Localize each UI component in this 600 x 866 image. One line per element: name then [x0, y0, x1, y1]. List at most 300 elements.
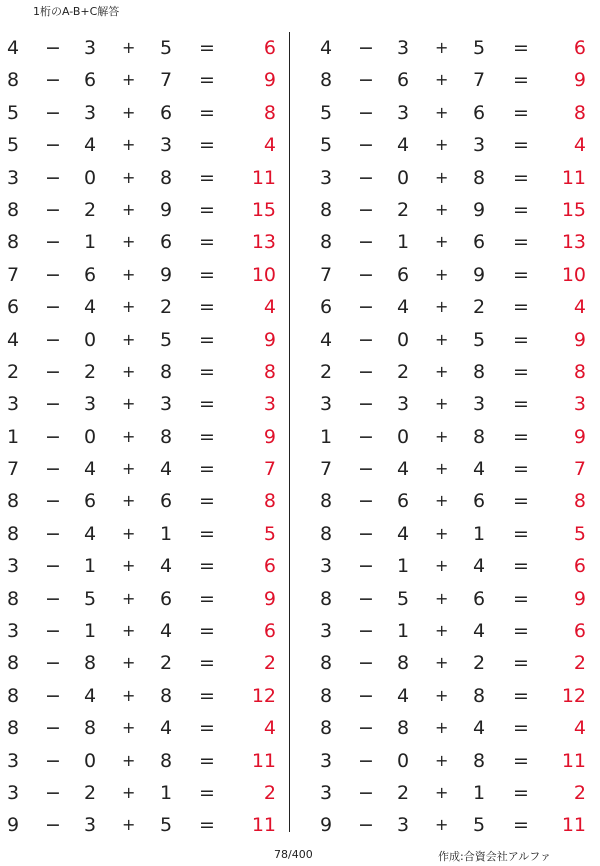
- operand-a: 8: [7, 684, 20, 707]
- answer: 11: [561, 814, 586, 837]
- equals-sign: =: [513, 69, 529, 92]
- operand-a: 8: [320, 684, 333, 707]
- plus-sign: +: [435, 523, 449, 543]
- operand-a: 3: [320, 555, 333, 578]
- answer: 11: [251, 814, 276, 837]
- minus-sign: −: [45, 620, 61, 643]
- operand-a: 8: [320, 198, 333, 221]
- plus-sign: +: [122, 750, 136, 770]
- operand-b: 2: [84, 360, 97, 383]
- answer: 2: [263, 652, 276, 675]
- minus-sign: −: [358, 425, 374, 448]
- operand-c: 8: [160, 166, 173, 189]
- plus-sign: +: [122, 782, 136, 802]
- answer: 4: [263, 134, 276, 157]
- answer: 5: [573, 522, 586, 545]
- page-number: 78/400: [274, 848, 313, 861]
- operand-c: 8: [473, 684, 486, 707]
- operand-c: 7: [473, 69, 486, 92]
- plus-sign: +: [122, 38, 136, 57]
- operand-a: 8: [320, 717, 333, 740]
- operand-b: 3: [397, 393, 410, 416]
- operand-c: 4: [160, 620, 173, 643]
- operand-b: 0: [84, 425, 97, 448]
- answer: 4: [573, 296, 586, 319]
- operand-a: 2: [7, 360, 20, 383]
- operand-a: 3: [7, 555, 20, 578]
- minus-sign: −: [45, 749, 61, 772]
- operand-b: 4: [84, 296, 97, 319]
- equals-sign: =: [513, 814, 529, 837]
- minus-sign: −: [358, 522, 374, 545]
- equals-sign: =: [199, 101, 215, 124]
- plus-sign: +: [122, 264, 136, 284]
- plus-sign: +: [435, 621, 449, 641]
- operand-a: 8: [320, 490, 333, 513]
- operand-c: 6: [473, 490, 486, 513]
- minus-sign: −: [358, 749, 374, 772]
- plus-sign: +: [435, 588, 449, 608]
- answer: 2: [573, 781, 586, 804]
- equals-sign: =: [513, 620, 529, 643]
- operand-c: 9: [473, 263, 486, 286]
- operand-b: 3: [397, 814, 410, 837]
- operand-c: 2: [473, 296, 486, 319]
- minus-sign: −: [45, 166, 61, 189]
- plus-sign: +: [435, 750, 449, 770]
- answer: 2: [573, 652, 586, 675]
- answer: 7: [573, 458, 586, 481]
- minus-sign: −: [45, 425, 61, 448]
- equals-sign: =: [199, 425, 215, 448]
- operand-b: 2: [397, 360, 410, 383]
- operand-c: 8: [160, 684, 173, 707]
- operand-c: 7: [160, 69, 173, 92]
- plus-sign: +: [122, 167, 136, 187]
- operand-c: 4: [160, 717, 173, 740]
- operand-a: 3: [7, 620, 20, 643]
- operand-b: 8: [397, 652, 410, 675]
- plus-sign: +: [122, 102, 136, 122]
- operand-b: 6: [397, 490, 410, 513]
- operand-a: 5: [7, 101, 20, 124]
- minus-sign: −: [358, 684, 374, 707]
- equals-sign: =: [199, 296, 215, 319]
- minus-sign: −: [358, 458, 374, 481]
- plus-sign: +: [435, 38, 449, 57]
- operand-b: 1: [397, 555, 410, 578]
- equals-sign: =: [199, 652, 215, 675]
- plus-sign: +: [122, 523, 136, 543]
- minus-sign: −: [45, 522, 61, 545]
- answer: 9: [263, 587, 276, 610]
- plus-sign: +: [435, 426, 449, 446]
- equals-sign: =: [513, 587, 529, 610]
- operand-a: 7: [320, 263, 333, 286]
- answer: 6: [573, 620, 586, 643]
- operand-c: 1: [160, 522, 173, 545]
- plus-sign: +: [122, 621, 136, 641]
- operand-c: 9: [160, 198, 173, 221]
- operand-b: 5: [397, 587, 410, 610]
- operand-b: 0: [397, 425, 410, 448]
- equals-sign: =: [513, 101, 529, 124]
- operand-b: 0: [397, 166, 410, 189]
- answer: 5: [263, 522, 276, 545]
- answer: 10: [561, 263, 586, 286]
- answer: 7: [263, 458, 276, 481]
- operand-a: 8: [320, 231, 333, 254]
- plus-sign: +: [435, 556, 449, 576]
- answer: 8: [573, 360, 586, 383]
- operand-b: 2: [397, 781, 410, 804]
- operand-a: 8: [320, 587, 333, 610]
- answer: 12: [561, 684, 586, 707]
- operand-a: 4: [320, 37, 333, 59]
- operand-a: 1: [7, 425, 20, 448]
- plus-sign: +: [122, 426, 136, 446]
- plus-sign: +: [435, 264, 449, 284]
- minus-sign: −: [358, 490, 374, 513]
- minus-sign: −: [358, 781, 374, 804]
- operand-a: 5: [320, 101, 333, 124]
- operand-b: 3: [84, 393, 97, 416]
- operand-c: 4: [160, 555, 173, 578]
- operand-a: 7: [320, 458, 333, 481]
- operand-b: 8: [84, 717, 97, 740]
- minus-sign: −: [45, 555, 61, 578]
- plus-sign: +: [435, 135, 449, 155]
- equals-sign: =: [199, 198, 215, 221]
- answer: 15: [251, 198, 276, 221]
- operand-c: 3: [473, 134, 486, 157]
- plus-sign: +: [122, 815, 136, 835]
- minus-sign: −: [358, 360, 374, 383]
- operand-a: 3: [320, 749, 333, 772]
- equals-sign: =: [199, 458, 215, 481]
- operand-b: 4: [84, 458, 97, 481]
- operand-a: 6: [320, 296, 333, 319]
- minus-sign: −: [45, 587, 61, 610]
- operand-a: 3: [7, 393, 20, 416]
- operand-b: 4: [397, 458, 410, 481]
- operand-c: 4: [160, 458, 173, 481]
- minus-sign: −: [45, 458, 61, 481]
- operand-c: 8: [160, 749, 173, 772]
- answer: 11: [561, 166, 586, 189]
- operand-c: 8: [473, 360, 486, 383]
- operand-a: 8: [320, 69, 333, 92]
- operand-a: 3: [7, 749, 20, 772]
- plus-sign: +: [435, 199, 449, 219]
- plus-sign: +: [122, 556, 136, 576]
- operand-a: 4: [320, 328, 333, 351]
- operand-b: 4: [84, 684, 97, 707]
- equals-sign: =: [513, 522, 529, 545]
- operand-a: 3: [7, 166, 20, 189]
- operand-c: 3: [473, 393, 486, 416]
- plus-sign: +: [122, 459, 136, 479]
- operand-c: 2: [160, 652, 173, 675]
- equals-sign: =: [199, 393, 215, 416]
- minus-sign: −: [358, 296, 374, 319]
- answer: 12: [251, 684, 276, 707]
- equals-sign: =: [513, 652, 529, 675]
- plus-sign: +: [435, 653, 449, 673]
- operand-b: 4: [397, 296, 410, 319]
- plus-sign: +: [435, 167, 449, 187]
- operand-b: 6: [84, 263, 97, 286]
- minus-sign: −: [45, 360, 61, 383]
- operand-b: 4: [84, 134, 97, 157]
- operand-c: 6: [160, 587, 173, 610]
- equals-sign: =: [199, 490, 215, 513]
- equals-sign: =: [513, 231, 529, 254]
- minus-sign: −: [358, 328, 374, 351]
- operand-a: 7: [7, 458, 20, 481]
- operand-a: 9: [320, 814, 333, 837]
- operand-b: 8: [397, 717, 410, 740]
- equals-sign: =: [513, 360, 529, 383]
- minus-sign: −: [45, 37, 61, 59]
- equals-sign: =: [513, 37, 529, 59]
- answer: 6: [263, 620, 276, 643]
- answer: 6: [263, 555, 276, 578]
- operand-b: 4: [397, 134, 410, 157]
- minus-sign: −: [358, 134, 374, 157]
- answer: 8: [573, 490, 586, 513]
- answer: 4: [263, 296, 276, 319]
- answer: 4: [573, 717, 586, 740]
- answer: 9: [263, 69, 276, 92]
- minus-sign: −: [45, 781, 61, 804]
- plus-sign: +: [122, 199, 136, 219]
- answer: 9: [573, 328, 586, 351]
- plus-sign: +: [435, 459, 449, 479]
- operand-b: 3: [84, 101, 97, 124]
- answer: 3: [573, 393, 586, 416]
- minus-sign: −: [358, 37, 374, 59]
- equals-sign: =: [199, 814, 215, 837]
- plus-sign: +: [122, 588, 136, 608]
- operand-c: 8: [160, 360, 173, 383]
- equals-sign: =: [199, 749, 215, 772]
- operand-c: 8: [160, 425, 173, 448]
- answer: 6: [573, 555, 586, 578]
- operand-a: 3: [320, 393, 333, 416]
- plus-sign: +: [435, 718, 449, 738]
- answer: 8: [573, 101, 586, 124]
- equals-sign: =: [513, 555, 529, 578]
- operand-b: 3: [84, 37, 97, 59]
- minus-sign: −: [45, 231, 61, 254]
- operand-c: 6: [160, 490, 173, 513]
- operand-b: 2: [84, 198, 97, 221]
- equals-sign: =: [199, 263, 215, 286]
- answer: 11: [251, 166, 276, 189]
- plus-sign: +: [122, 491, 136, 511]
- operand-a: 3: [320, 781, 333, 804]
- equals-sign: =: [199, 781, 215, 804]
- answer: 6: [263, 37, 276, 59]
- operand-a: 3: [320, 620, 333, 643]
- minus-sign: −: [358, 69, 374, 92]
- column-divider: [289, 32, 290, 832]
- operand-b: 8: [84, 652, 97, 675]
- operand-a: 8: [320, 652, 333, 675]
- operand-c: 4: [473, 620, 486, 643]
- answer: 9: [573, 69, 586, 92]
- equals-sign: =: [513, 393, 529, 416]
- operand-b: 4: [397, 522, 410, 545]
- operand-c: 6: [473, 101, 486, 124]
- plus-sign: +: [122, 297, 136, 317]
- operand-a: 1: [320, 425, 333, 448]
- minus-sign: −: [358, 814, 374, 837]
- minus-sign: −: [358, 587, 374, 610]
- operand-a: 3: [320, 166, 333, 189]
- answer: 11: [561, 749, 586, 772]
- answer: 2: [263, 781, 276, 804]
- operand-c: 4: [473, 717, 486, 740]
- plus-sign: +: [122, 653, 136, 673]
- minus-sign: −: [45, 393, 61, 416]
- equals-sign: =: [199, 717, 215, 740]
- operand-c: 8: [473, 425, 486, 448]
- equals-sign: =: [199, 328, 215, 351]
- operand-b: 1: [397, 231, 410, 254]
- equals-sign: =: [513, 134, 529, 157]
- equals-sign: =: [513, 425, 529, 448]
- operand-b: 1: [397, 620, 410, 643]
- operand-b: 6: [84, 490, 97, 513]
- operand-a: 8: [7, 717, 20, 740]
- operand-b: 0: [397, 328, 410, 351]
- equals-sign: =: [199, 555, 215, 578]
- minus-sign: −: [45, 198, 61, 221]
- operand-c: 1: [160, 781, 173, 804]
- answer: 9: [573, 587, 586, 610]
- minus-sign: −: [45, 101, 61, 124]
- equals-sign: =: [199, 166, 215, 189]
- operand-a: 8: [7, 69, 20, 92]
- operand-b: 4: [397, 684, 410, 707]
- plus-sign: +: [435, 70, 449, 90]
- plus-sign: +: [122, 685, 136, 705]
- answer: 10: [251, 263, 276, 286]
- operand-a: 8: [7, 652, 20, 675]
- answer: 15: [561, 198, 586, 221]
- operand-a: 3: [7, 781, 20, 804]
- operand-a: 7: [7, 263, 20, 286]
- equals-sign: =: [513, 198, 529, 221]
- answer: 8: [263, 101, 276, 124]
- plus-sign: +: [435, 361, 449, 381]
- operand-b: 2: [397, 198, 410, 221]
- operand-b: 5: [84, 587, 97, 610]
- answer: 13: [561, 231, 586, 254]
- operand-c: 4: [473, 555, 486, 578]
- equals-sign: =: [513, 296, 529, 319]
- operand-a: 5: [7, 134, 20, 157]
- equals-sign: =: [513, 717, 529, 740]
- equals-sign: =: [513, 749, 529, 772]
- operand-c: 5: [160, 37, 173, 59]
- equals-sign: =: [199, 69, 215, 92]
- operand-b: 3: [84, 814, 97, 837]
- minus-sign: −: [45, 134, 61, 157]
- operand-b: 6: [84, 69, 97, 92]
- plus-sign: +: [122, 394, 136, 414]
- plus-sign: +: [435, 782, 449, 802]
- operand-b: 4: [84, 522, 97, 545]
- operand-a: 8: [7, 522, 20, 545]
- minus-sign: −: [45, 652, 61, 675]
- operand-c: 3: [160, 393, 173, 416]
- operand-c: 6: [160, 101, 173, 124]
- plus-sign: +: [435, 685, 449, 705]
- plus-sign: +: [122, 361, 136, 381]
- operand-a: 2: [320, 360, 333, 383]
- equals-sign: =: [199, 522, 215, 545]
- operand-b: 3: [397, 37, 410, 59]
- operand-a: 8: [7, 231, 20, 254]
- equals-sign: =: [199, 587, 215, 610]
- operand-c: 5: [160, 328, 173, 351]
- plus-sign: +: [122, 329, 136, 349]
- operand-a: 6: [7, 296, 20, 319]
- operand-b: 6: [397, 263, 410, 286]
- operand-b: 0: [397, 749, 410, 772]
- plus-sign: +: [122, 232, 136, 252]
- operand-c: 6: [473, 231, 486, 254]
- operand-a: 5: [320, 134, 333, 157]
- operand-b: 1: [84, 620, 97, 643]
- operand-c: 2: [160, 296, 173, 319]
- operand-a: 4: [7, 328, 20, 351]
- operand-c: 8: [473, 749, 486, 772]
- operand-a: 8: [7, 490, 20, 513]
- minus-sign: −: [358, 555, 374, 578]
- operand-a: 8: [320, 522, 333, 545]
- plus-sign: +: [435, 394, 449, 414]
- equals-sign: =: [513, 490, 529, 513]
- operand-c: 4: [473, 458, 486, 481]
- operand-c: 5: [473, 37, 486, 59]
- minus-sign: −: [45, 717, 61, 740]
- plus-sign: +: [435, 815, 449, 835]
- minus-sign: −: [358, 620, 374, 643]
- minus-sign: −: [358, 166, 374, 189]
- plus-sign: +: [435, 491, 449, 511]
- operand-c: 8: [473, 166, 486, 189]
- plus-sign: +: [122, 135, 136, 155]
- operand-b: 0: [84, 166, 97, 189]
- operand-c: 9: [160, 263, 173, 286]
- plus-sign: +: [435, 102, 449, 122]
- answer: 9: [263, 328, 276, 351]
- operand-c: 5: [473, 814, 486, 837]
- equals-sign: =: [513, 263, 529, 286]
- plus-sign: +: [122, 70, 136, 90]
- operand-b: 1: [84, 555, 97, 578]
- equals-sign: =: [199, 620, 215, 643]
- minus-sign: −: [45, 490, 61, 513]
- operand-b: 3: [397, 101, 410, 124]
- answer: 6: [573, 37, 586, 59]
- operand-a: 8: [7, 198, 20, 221]
- operand-b: 0: [84, 328, 97, 351]
